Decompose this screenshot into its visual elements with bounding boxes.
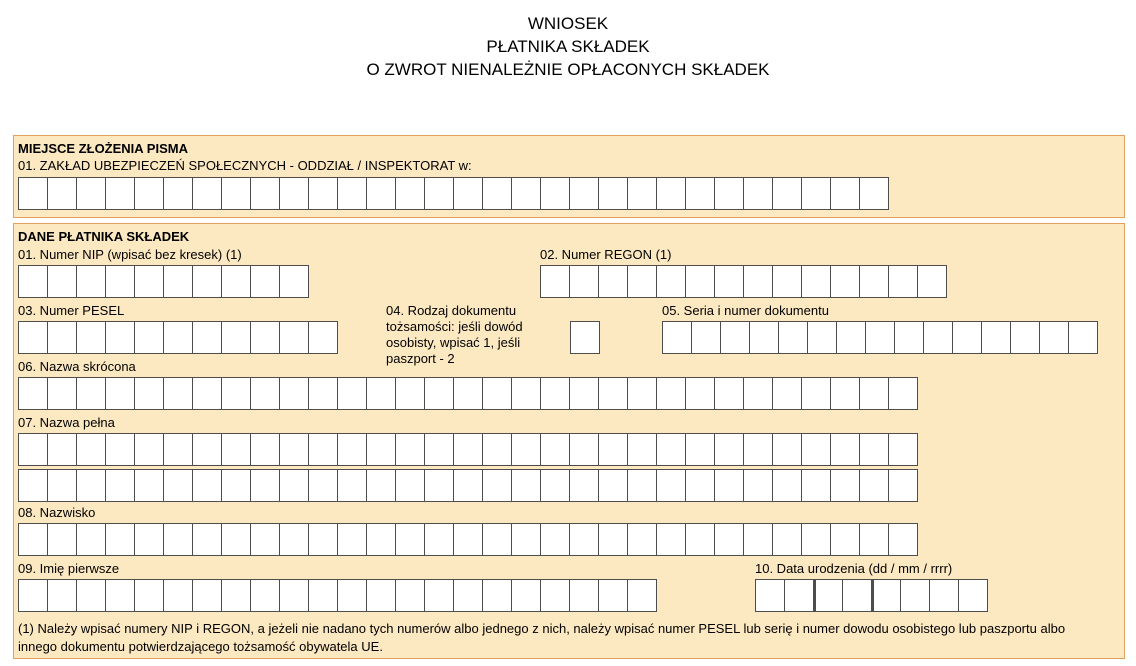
char-box[interactable] <box>888 377 918 410</box>
char-box[interactable] <box>18 265 48 298</box>
char-box[interactable] <box>830 523 860 556</box>
char-box[interactable] <box>250 523 280 556</box>
char-box[interactable] <box>192 579 222 612</box>
char-box[interactable] <box>772 523 802 556</box>
char-box[interactable] <box>221 177 251 210</box>
char-box[interactable] <box>105 579 135 612</box>
char-box[interactable] <box>569 579 599 612</box>
birth-date-label: 10. Data urodzenia (dd / mm / rrrr) <box>755 561 953 576</box>
char-box[interactable] <box>598 433 628 466</box>
char-box[interactable] <box>163 523 193 556</box>
first-name-field <box>18 579 656 612</box>
char-box[interactable] <box>337 433 367 466</box>
char-box[interactable] <box>47 469 77 502</box>
char-box[interactable] <box>163 377 193 410</box>
char-box[interactable] <box>570 321 600 354</box>
char-box[interactable] <box>279 579 309 612</box>
char-box[interactable] <box>859 265 889 298</box>
char-box[interactable] <box>627 433 657 466</box>
char-box[interactable] <box>900 579 930 612</box>
char-box[interactable] <box>685 469 715 502</box>
char-box[interactable] <box>830 469 860 502</box>
char-box[interactable] <box>743 265 773 298</box>
char-box[interactable] <box>308 321 338 354</box>
char-box[interactable] <box>749 321 779 354</box>
regon-field <box>540 265 946 298</box>
document-number-label: 05. Seria i numer dokumentu <box>662 303 829 318</box>
char-box[interactable] <box>221 433 251 466</box>
char-box[interactable] <box>18 377 48 410</box>
char-box[interactable] <box>76 265 106 298</box>
char-box[interactable] <box>395 377 425 410</box>
char-box[interactable] <box>511 377 541 410</box>
char-box[interactable] <box>395 433 425 466</box>
char-box[interactable] <box>192 321 222 354</box>
char-box[interactable] <box>105 265 135 298</box>
char-box[interactable] <box>250 469 280 502</box>
char-box[interactable] <box>134 433 164 466</box>
first-name-label: 09. Imię pierwsze <box>18 561 120 576</box>
char-box[interactable] <box>47 321 77 354</box>
char-box[interactable] <box>830 265 860 298</box>
char-box[interactable] <box>453 523 483 556</box>
char-box[interactable] <box>656 433 686 466</box>
char-box[interactable] <box>337 377 367 410</box>
char-box[interactable] <box>47 579 77 612</box>
surname-label: 08. Nazwisko <box>18 505 96 520</box>
char-box[interactable] <box>743 177 773 210</box>
char-box[interactable] <box>1010 321 1040 354</box>
char-box[interactable] <box>76 321 106 354</box>
char-box[interactable] <box>656 177 686 210</box>
char-box[interactable] <box>714 377 744 410</box>
char-box[interactable] <box>221 523 251 556</box>
char-box[interactable] <box>743 469 773 502</box>
section-place-title: MIEJSCE ZŁOŻENIA PISMA <box>18 141 188 156</box>
char-box[interactable] <box>482 523 512 556</box>
char-box[interactable] <box>163 265 193 298</box>
char-box[interactable] <box>859 177 889 210</box>
char-box[interactable] <box>511 469 541 502</box>
char-box[interactable] <box>76 469 106 502</box>
char-box[interactable] <box>163 433 193 466</box>
char-box[interactable] <box>685 433 715 466</box>
char-box[interactable] <box>279 177 309 210</box>
char-box[interactable] <box>279 321 309 354</box>
char-box[interactable] <box>888 265 918 298</box>
full-name-label: 07. Nazwa pełna <box>18 415 115 430</box>
char-box[interactable] <box>134 321 164 354</box>
pesel-label: 03. Numer PESEL <box>18 303 125 318</box>
char-box[interactable] <box>569 265 599 298</box>
zus-branch-label: 01. ZAKŁAD UBEZPIECZEŃ SPOŁECZNYCH - ODDZIAŁ / INSPEKTORAT w: <box>18 158 472 173</box>
char-box[interactable] <box>250 579 280 612</box>
char-box[interactable] <box>482 377 512 410</box>
pesel-field <box>18 321 337 354</box>
char-box[interactable] <box>163 177 193 210</box>
char-box[interactable] <box>685 523 715 556</box>
char-box[interactable] <box>453 579 483 612</box>
char-box[interactable] <box>598 523 628 556</box>
char-box[interactable] <box>134 579 164 612</box>
char-box[interactable] <box>395 579 425 612</box>
section-payer-data <box>13 223 1125 659</box>
char-box[interactable] <box>105 469 135 502</box>
char-box[interactable] <box>337 469 367 502</box>
char-box[interactable] <box>598 579 628 612</box>
char-box[interactable] <box>250 265 280 298</box>
char-box[interactable] <box>279 377 309 410</box>
char-box[interactable] <box>18 321 48 354</box>
char-box[interactable] <box>453 177 483 210</box>
char-box[interactable] <box>540 177 570 210</box>
char-box[interactable] <box>801 377 831 410</box>
surname-field <box>18 523 917 556</box>
char-box[interactable] <box>627 177 657 210</box>
char-box[interactable] <box>627 377 657 410</box>
section-payer-title: DANE PŁATNIKA SKŁADEK <box>18 229 190 244</box>
char-box[interactable] <box>656 469 686 502</box>
char-box[interactable] <box>1068 321 1098 354</box>
char-box[interactable] <box>1039 321 1069 354</box>
char-box[interactable] <box>18 579 48 612</box>
char-box[interactable] <box>569 523 599 556</box>
char-box[interactable] <box>714 469 744 502</box>
char-box[interactable] <box>859 433 889 466</box>
char-box[interactable] <box>743 433 773 466</box>
char-box[interactable] <box>656 265 686 298</box>
birth-date-field <box>755 579 987 612</box>
char-box[interactable] <box>662 321 692 354</box>
char-box[interactable] <box>540 433 570 466</box>
char-box[interactable] <box>482 579 512 612</box>
char-box[interactable] <box>221 377 251 410</box>
char-box[interactable] <box>540 265 570 298</box>
char-box[interactable] <box>105 377 135 410</box>
char-box[interactable] <box>105 523 135 556</box>
char-box[interactable] <box>221 321 251 354</box>
char-box[interactable] <box>221 469 251 502</box>
char-box[interactable] <box>424 177 454 210</box>
char-box[interactable] <box>894 321 924 354</box>
char-box[interactable] <box>511 523 541 556</box>
char-box[interactable] <box>981 321 1011 354</box>
short-name-field <box>18 377 917 410</box>
char-box[interactable] <box>511 177 541 210</box>
char-box[interactable] <box>859 523 889 556</box>
char-box[interactable] <box>888 523 918 556</box>
char-box[interactable] <box>337 579 367 612</box>
char-box[interactable] <box>801 265 831 298</box>
char-box[interactable] <box>279 523 309 556</box>
char-box[interactable] <box>395 523 425 556</box>
char-box[interactable] <box>807 321 837 354</box>
char-box[interactable] <box>279 265 309 298</box>
char-box[interactable] <box>714 433 744 466</box>
char-box[interactable] <box>743 523 773 556</box>
footnote: (1) Należy wpisać numery NIP i REGON, a jeżeli nie nadano tych numerów albo jednego z nich, należy wpisać numer PESEL lub serię i numer dowodu osobistego lub paszportu albo innego dokumentu potwierdzającego tożsamość obywatela UE. <box>18 621 1066 654</box>
char-box[interactable] <box>279 433 309 466</box>
char-box[interactable] <box>871 579 901 612</box>
char-box[interactable] <box>453 433 483 466</box>
char-box[interactable] <box>772 433 802 466</box>
char-box[interactable] <box>47 523 77 556</box>
char-box[interactable] <box>720 321 750 354</box>
short-name-label: 06. Nazwa skrócona <box>18 359 136 374</box>
char-box[interactable] <box>424 377 454 410</box>
char-box[interactable] <box>923 321 953 354</box>
document-type-field <box>570 321 599 354</box>
char-box[interactable] <box>952 321 982 354</box>
char-box[interactable] <box>627 469 657 502</box>
char-box[interactable] <box>830 433 860 466</box>
char-box[interactable] <box>76 377 106 410</box>
char-box[interactable] <box>163 579 193 612</box>
char-box[interactable] <box>424 579 454 612</box>
char-box[interactable] <box>598 177 628 210</box>
char-box[interactable] <box>366 433 396 466</box>
char-box[interactable] <box>482 433 512 466</box>
char-box[interactable] <box>888 469 918 502</box>
char-box[interactable] <box>784 579 814 612</box>
char-box[interactable] <box>778 321 808 354</box>
char-box[interactable] <box>859 469 889 502</box>
char-box[interactable] <box>801 523 831 556</box>
char-box[interactable] <box>801 433 831 466</box>
char-box[interactable] <box>917 265 947 298</box>
char-box[interactable] <box>540 579 570 612</box>
char-box[interactable] <box>836 321 866 354</box>
char-box[interactable] <box>192 523 222 556</box>
char-box[interactable] <box>192 469 222 502</box>
char-box[interactable] <box>134 469 164 502</box>
char-box[interactable] <box>656 377 686 410</box>
char-box[interactable] <box>842 579 872 612</box>
char-box[interactable] <box>482 469 512 502</box>
char-box[interactable] <box>569 433 599 466</box>
title-line-3: O ZWROT NIENALEŻNIE OPŁACONYCH SKŁADEK <box>366 60 770 79</box>
char-box[interactable] <box>366 469 396 502</box>
full-name-field-row-1 <box>18 433 917 466</box>
section-place-of-submission <box>13 135 1125 218</box>
char-box[interactable] <box>47 377 77 410</box>
char-box[interactable] <box>424 469 454 502</box>
char-box[interactable] <box>105 433 135 466</box>
char-box[interactable] <box>250 321 280 354</box>
document-number-field <box>662 321 1097 354</box>
char-box[interactable] <box>134 377 164 410</box>
char-box[interactable] <box>656 523 686 556</box>
char-box[interactable] <box>134 265 164 298</box>
char-box[interactable] <box>76 433 106 466</box>
nip-field <box>18 265 308 298</box>
char-box[interactable] <box>569 469 599 502</box>
char-box[interactable] <box>865 321 895 354</box>
char-box[interactable] <box>482 177 512 210</box>
char-box[interactable] <box>366 579 396 612</box>
char-box[interactable] <box>453 469 483 502</box>
char-box[interactable] <box>47 433 77 466</box>
char-box[interactable] <box>279 469 309 502</box>
char-box[interactable] <box>772 469 802 502</box>
char-box[interactable] <box>308 579 338 612</box>
char-box[interactable] <box>308 377 338 410</box>
char-box[interactable] <box>801 177 831 210</box>
char-box[interactable] <box>569 177 599 210</box>
char-box[interactable] <box>105 177 135 210</box>
char-box[interactable] <box>772 377 802 410</box>
char-box[interactable] <box>424 433 454 466</box>
char-box[interactable] <box>888 433 918 466</box>
char-box[interactable] <box>192 265 222 298</box>
char-box[interactable] <box>308 177 338 210</box>
char-box[interactable] <box>714 265 744 298</box>
char-box[interactable] <box>105 321 135 354</box>
char-box[interactable] <box>337 523 367 556</box>
char-box[interactable] <box>813 579 843 612</box>
char-box[interactable] <box>18 469 48 502</box>
char-box[interactable] <box>395 469 425 502</box>
char-box[interactable] <box>598 469 628 502</box>
char-box[interactable] <box>308 523 338 556</box>
char-box[interactable] <box>627 265 657 298</box>
char-box[interactable] <box>221 265 251 298</box>
char-box[interactable] <box>540 523 570 556</box>
title-line-2: PŁATNIKA SKŁADEK <box>486 37 650 56</box>
char-box[interactable] <box>627 523 657 556</box>
char-box[interactable] <box>772 265 802 298</box>
char-box[interactable] <box>163 321 193 354</box>
char-box[interactable] <box>47 177 77 210</box>
char-box[interactable] <box>76 579 106 612</box>
char-box[interactable] <box>250 377 280 410</box>
char-box[interactable] <box>540 377 570 410</box>
zus-branch-field <box>18 177 888 210</box>
char-box[interactable] <box>859 377 889 410</box>
char-box[interactable] <box>755 579 785 612</box>
char-box[interactable] <box>929 579 959 612</box>
char-box[interactable] <box>163 469 193 502</box>
char-box[interactable] <box>569 377 599 410</box>
char-box[interactable] <box>743 377 773 410</box>
nip-label: 01. Numer NIP (wpisać bez kresek) (1) <box>18 247 242 262</box>
char-box[interactable] <box>18 177 48 210</box>
char-box[interactable] <box>453 377 483 410</box>
char-box[interactable] <box>221 579 251 612</box>
char-box[interactable] <box>134 177 164 210</box>
char-box[interactable] <box>685 177 715 210</box>
char-box[interactable] <box>18 433 48 466</box>
char-box[interactable] <box>685 377 715 410</box>
char-box[interactable] <box>598 265 628 298</box>
char-box[interactable] <box>830 377 860 410</box>
char-box[interactable] <box>308 469 338 502</box>
full-name-field-row-2 <box>18 469 917 502</box>
char-box[interactable] <box>685 265 715 298</box>
char-box[interactable] <box>830 177 860 210</box>
char-box[interactable] <box>511 579 541 612</box>
char-box[interactable] <box>801 469 831 502</box>
char-box[interactable] <box>958 579 988 612</box>
char-box[interactable] <box>18 523 48 556</box>
char-box[interactable] <box>424 523 454 556</box>
char-box[interactable] <box>47 265 77 298</box>
char-box[interactable] <box>308 433 338 466</box>
title-line-1: WNIOSEK <box>527 14 609 33</box>
form-title <box>0 12 1136 81</box>
char-box[interactable] <box>714 523 744 556</box>
char-box[interactable] <box>366 377 396 410</box>
char-box[interactable] <box>511 433 541 466</box>
char-box[interactable] <box>714 177 744 210</box>
char-box[interactable] <box>540 469 570 502</box>
char-box[interactable] <box>134 523 164 556</box>
char-box[interactable] <box>76 523 106 556</box>
char-box[interactable] <box>192 433 222 466</box>
char-box[interactable] <box>250 433 280 466</box>
char-box[interactable] <box>366 523 396 556</box>
char-box[interactable] <box>772 177 802 210</box>
char-box[interactable] <box>250 177 280 210</box>
char-box[interactable] <box>691 321 721 354</box>
char-box[interactable] <box>192 377 222 410</box>
char-box[interactable] <box>395 177 425 210</box>
char-box[interactable] <box>627 579 657 612</box>
char-box[interactable] <box>76 177 106 210</box>
char-box[interactable] <box>337 177 367 210</box>
char-box[interactable] <box>366 177 396 210</box>
char-box[interactable] <box>598 377 628 410</box>
char-box[interactable] <box>192 177 222 210</box>
document-type-label: 04. Rodzaj dokumentu tożsamości: jeśli dowód osobisty, wpisać 1, jeśli paszport - 2 <box>386 303 523 366</box>
regon-label: 02. Numer REGON (1) <box>540 247 672 262</box>
